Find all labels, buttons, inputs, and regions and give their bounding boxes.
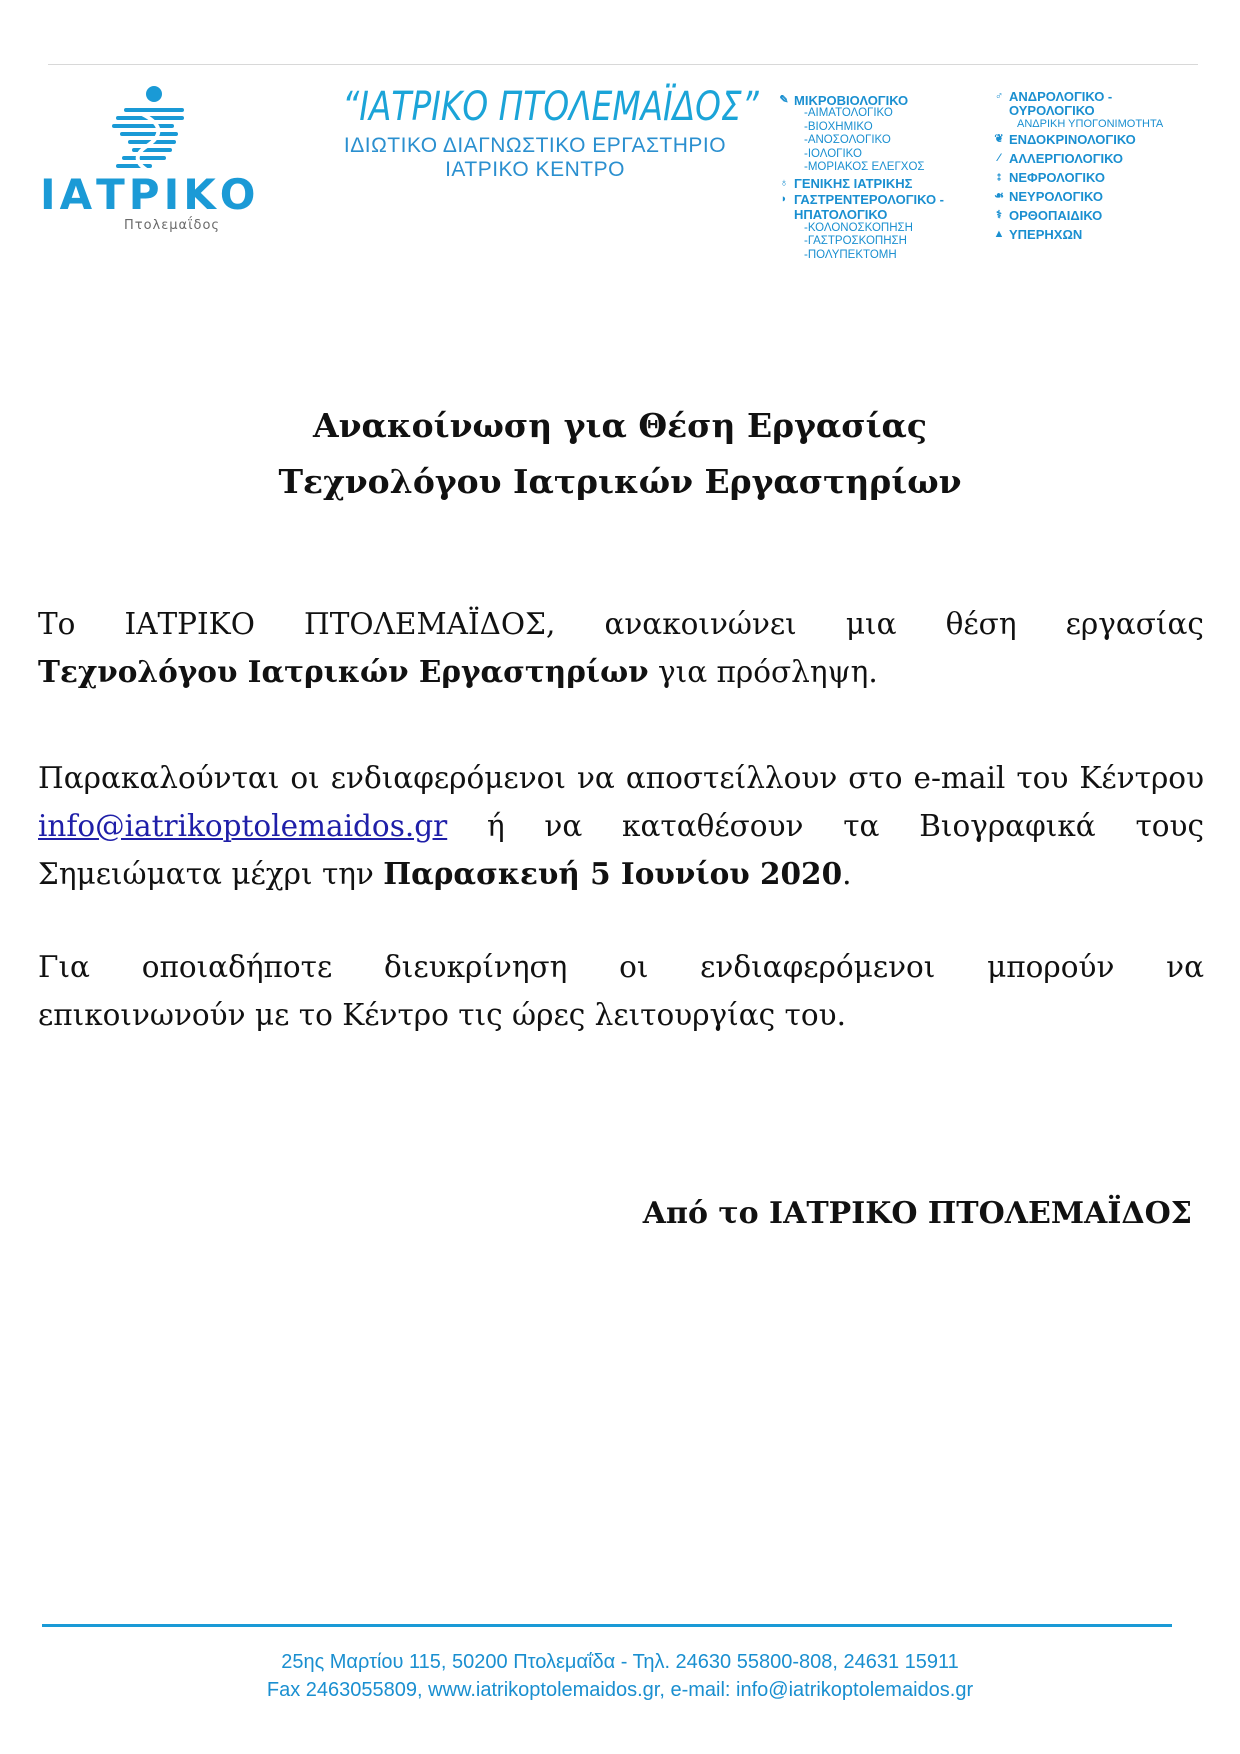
word: μια (845, 607, 897, 641)
logo-wordmark: ΙΑΤΡΙΚΟ (40, 170, 260, 219)
stomach-icon: ◗ (780, 193, 788, 205)
word: διευκρίνηση (384, 950, 568, 984)
specialty-sub: -ΑΙΜΑΤΟΛΟΓΙΚΟ (804, 107, 893, 119)
paragraph-line (38, 648, 1204, 696)
microscope-icon: ✎ (779, 93, 789, 106)
paragraph-line: επικοινωνούν με το Κέντρο τις ώρες λειτουργίας του. (38, 998, 846, 1032)
footer-fax-web-email: Fax 2463055809, www.iatrikoptolemaidos.gr, e-mail: info@iatrikoptolemaidos.gr (266, 1679, 974, 1701)
brand-subtitle-1: ΙΔΙΩΤΙΚΟ ΔΙΑΓΝΩΣΤΙΚΟ ΕΡΓΑΣΤΗΡΙΟ (343, 134, 727, 157)
paragraph-line (38, 600, 1204, 648)
specialty-sub: ΑΝΔΡΙΚΗ ΥΠΟΓΟΝΙΜΟΤΗΤΑ (1017, 118, 1164, 130)
specialties-list-2 (993, 88, 1193, 242)
deadline-date: Παρασκευή 5 Ιουνίου 2020 (383, 856, 843, 891)
email-link[interactable]: info@iatrikoptolemaidos.gr (38, 809, 448, 843)
word: εργασίας (1065, 607, 1204, 641)
ultrasound-icon: ▲ (993, 227, 1005, 240)
kidneys-icon: ⦂ (997, 170, 1001, 183)
paragraph-text: ή να καταθέσουν τα Βιογραφικά τους Σημειώματα μέχρι την (38, 809, 1204, 891)
specialty-ultrasound: ▲ ΥΠΕΡΗΧΩΝ (993, 226, 1083, 242)
brain-icon: ☙ (994, 189, 1004, 202)
logo-subtitle: Πτολεμαΐδος (124, 218, 221, 233)
paragraph-announcement (38, 600, 1204, 696)
title-line-1: Ανακοίνωση για Θέση Εργασίας (312, 406, 928, 445)
specialty-microbiology: ✎ ΜΙΚΡΟΒΙΟΛΟΓΙΚΟ (779, 92, 909, 108)
word: οι (619, 950, 649, 984)
stethoscope-icon: ♁ (779, 177, 789, 189)
position-title: Τεχνολόγου Ιατρικών Εργαστηρίων (38, 654, 649, 689)
specialty-orthopedics: ⚕ ΟΡΘΟΠΑΙΔΙΚΟ (993, 207, 1193, 223)
specialty-hepato: ΗΠΑΤΟΛΟΓΙΚΟ (794, 206, 888, 222)
word: ανακοινώνει (604, 607, 797, 641)
specialty-sub: -ΜΟΡΙΑΚΟΣ ΕΛΕΓΧΟΣ (804, 161, 925, 173)
word: μπορούν (987, 950, 1115, 984)
specialty-sub: -ΠΟΛΥΠΕΚΤΟΜΗ (804, 248, 897, 261)
top-divider (48, 64, 1198, 65)
word: να (1166, 950, 1204, 984)
footer-divider (42, 1624, 1172, 1627)
word: θέση (945, 607, 1017, 641)
male-symbol-icon: ♂ (994, 89, 1004, 102)
specialty-sub: -ΑΝΟΣΟΛΟΓΙΚΟ (804, 134, 891, 146)
brand-subtitle-2: ΙΑΤΡΙΚΟ ΚΕΝΤΡΟ (445, 158, 625, 181)
specialty-sub: -ΓΑΣΤΡΟΣΚΟΠΗΣΗ (804, 235, 907, 247)
brand-block (300, 84, 770, 182)
signature: Από το ΙΑΤΡΙΚΟ ΠΤΟΛΕΜΑΪΔΟΣ (642, 1196, 1192, 1231)
specialty-allergy: ⁄ ΑΛΛΕΡΓΙΟΛΟΓΙΚΟ (993, 150, 1193, 166)
specialty-andrology: ♂ ΑΝΔΡΟΛΟΓΙΚΟ - (994, 88, 1113, 104)
specialty-sub: -ΙΟΛΟΓΙΚΟ (804, 147, 862, 160)
footer-address: 25ης Μαρτίου 115, 50200 Πτολεμαΐδα - Τηλ. 24630 55800-808, 24631 15911 (281, 1651, 959, 1673)
paragraph-text: . (842, 857, 852, 891)
specialty-endocrinology: ❦ ΕΝΔΟΚΡΙΝΟΛΟΓΙΚΟ (994, 131, 1136, 147)
specialty-nephrology: ⦂ ΝΕΦΡΟΛΟΓΙΚΟ (993, 169, 1193, 185)
clinic-logo (40, 84, 260, 234)
syringe-icon: ⁄ (998, 151, 1000, 164)
specialty-gastro: ◗ ΓΑΣΤΡΕΝΤΕΡΟΛΟΓΙΚΟ - (778, 192, 1003, 208)
paragraph-text: για πρόσληψη. (648, 655, 878, 689)
specialty-urology: ΟΥΡΟΛΟΓΙΚΟ (1009, 103, 1095, 118)
word: Το (38, 607, 76, 641)
paragraph-line (38, 943, 1204, 991)
specialties-list-1 (778, 89, 1004, 263)
paragraph-instructions (38, 754, 1204, 898)
specialty-neurology: ☙ ΝΕΥΡΟΛΟΓΙΚΟ (994, 188, 1103, 204)
word: οποιαδήποτε (141, 950, 333, 984)
brand-title: “ΙΑΤΡΙΚΟ ΠΤΟΛΕΜΑΪΔΟΣ” (342, 84, 759, 130)
announcement-title (0, 398, 1240, 510)
specialty-general: ♁ ΓΕΝΙΚΗΣ ΙΑΤΡΙΚΗΣ (779, 176, 913, 191)
word: ενδιαφερόμενοι (700, 950, 936, 984)
logo-emblem-icon (102, 84, 192, 179)
thyroid-icon: ❦ (994, 132, 1004, 145)
paragraph-text: Παρακαλούνται οι ενδιαφερόμενοι να αποστείλλουν στο e-mail του Κέντρου (38, 761, 1204, 795)
title-line-2: Τεχνολόγου Ιατρικών Εργαστηρίων (278, 462, 962, 501)
bone-icon: ⚕ (996, 208, 1002, 221)
specialty-sub: -ΒΙΟΧΗΜΙΚΟ (804, 120, 873, 133)
footer-contact (0, 1648, 1240, 1704)
specialty-sub: -ΚΟΛΟΝΟΣΚΟΠΗΣΗ (804, 221, 913, 234)
word: ΙΑΤΡΙΚΟ (124, 607, 255, 641)
word: ΠΤΟΛΕΜΑΪΔΟΣ, (304, 607, 556, 641)
word: Για (38, 950, 90, 984)
paragraph-contact (38, 943, 1204, 1039)
